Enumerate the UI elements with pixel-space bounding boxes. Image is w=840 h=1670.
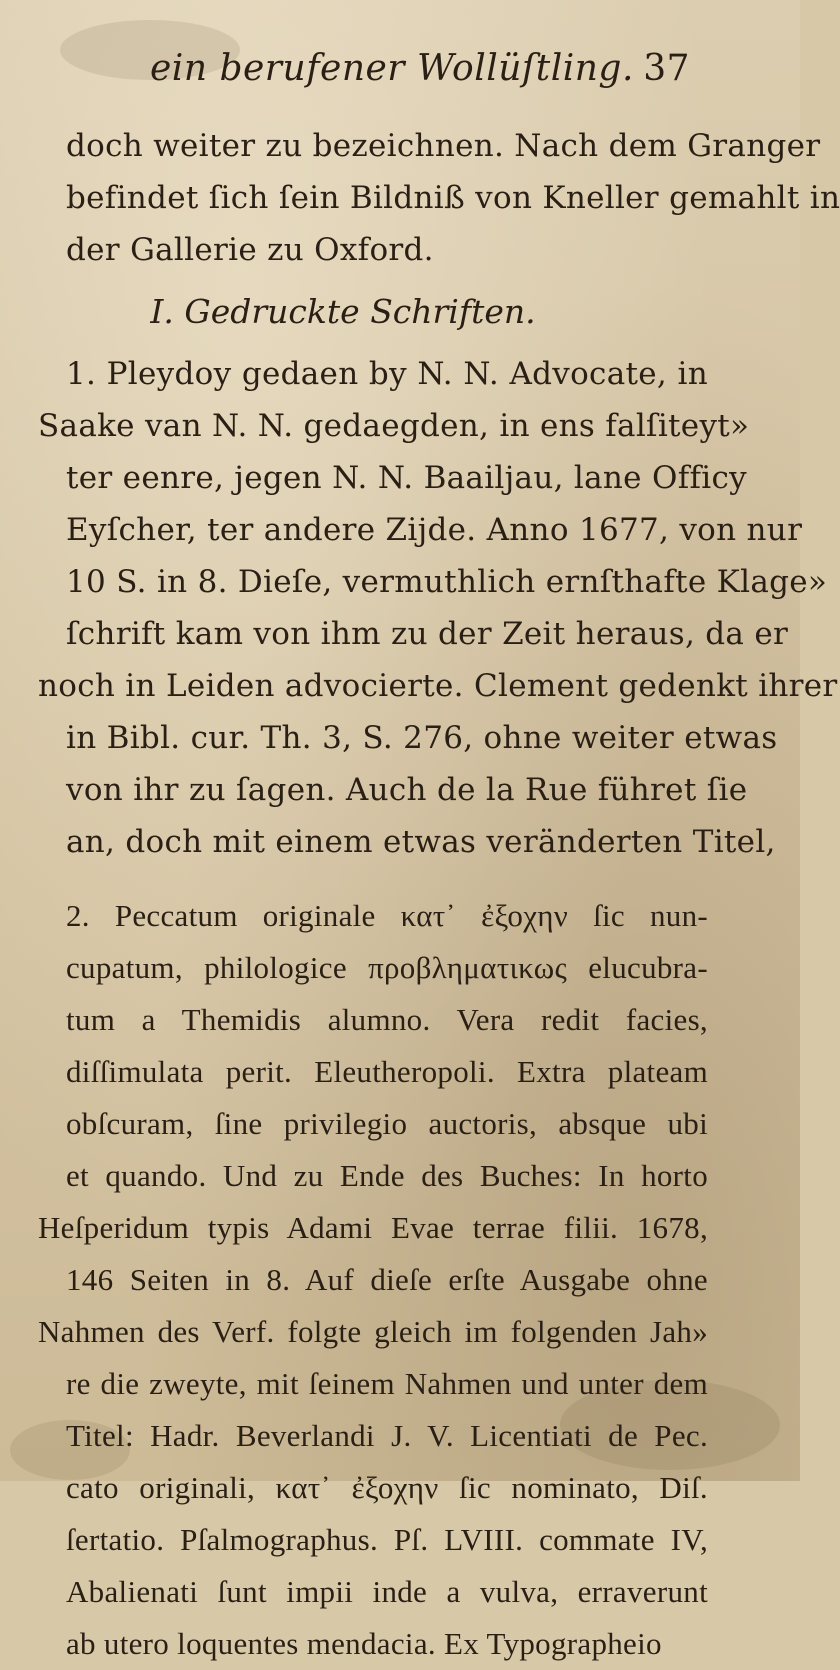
text-line: Saake van N. N. gedaegden, in ens falſiteyt» bbox=[38, 408, 750, 444]
text-line: an, doch mit einem etwas veränderten Titel, bbox=[66, 824, 776, 860]
text-line: doch weiter zu bezeichnen. Nach dem Granger bbox=[66, 128, 821, 164]
text-line: cato originali, κατ᾽ ἐξοχην ſic nominato, Diſ. bbox=[66, 1470, 708, 1505]
text-line: ſertatio. Pſalmographus. Pſ. LVIII. commate IV, bbox=[66, 1522, 708, 1557]
page-number: 37 bbox=[643, 48, 690, 89]
text-line: befindet ſich ſein Bildniß von Kneller gemahlt in bbox=[66, 180, 840, 216]
text-line: noch in Leiden advocierte. Clement gedenkt ihrer bbox=[38, 668, 838, 704]
text-line: Nahmen des Verf. folgte gleich im folgenden Jah» bbox=[38, 1314, 708, 1349]
entry-1 bbox=[38, 348, 838, 868]
text-line: von ihr zu ſagen. Auch de la Rue führet ſie bbox=[66, 772, 748, 808]
body-text bbox=[38, 120, 840, 1670]
text-line: ſchrift kam von ihm zu der Zeit heraus, da er bbox=[66, 616, 789, 652]
text-line: Heſperidum typis Adami Evae terrae filii. 1678, bbox=[38, 1210, 708, 1245]
text-line: diſſimulata perit. Eleutheropoli. Extra plateam bbox=[66, 1054, 708, 1089]
entry-2 bbox=[38, 890, 708, 1670]
running-head bbox=[150, 48, 690, 89]
text-line: ter eenre, jegen N. N. Baailjau, lane Officy bbox=[66, 460, 747, 496]
text-line: re die zweyte, mit ſeinem Nahmen und unter dem bbox=[66, 1366, 708, 1401]
text-line: Eyſcher, ter andere Zijde. Anno 1677, von nur bbox=[66, 512, 803, 548]
text-line: ab utero loquentes mendacia. Ex Typographeio bbox=[66, 1626, 662, 1661]
text-line: 10 S. in 8. Dieſe, vermuthlich ernſthafte Klage» bbox=[66, 564, 828, 600]
text-line: Abalienati ſunt impii inde a vulva, erraverunt bbox=[66, 1574, 708, 1609]
section-heading: I. Gedruckte Schriften. bbox=[150, 292, 536, 331]
running-head-title: ein berufener Wollüſtling. bbox=[150, 48, 634, 89]
text-line: der Gallerie zu Oxford. bbox=[66, 232, 434, 268]
intro-paragraph bbox=[38, 120, 840, 276]
text-line: cupatum, philologice προβληματικως elucubra- bbox=[66, 950, 708, 985]
text-line: et quando. Und zu Ende des Buches: In horto bbox=[66, 1158, 708, 1193]
text-line: tum a Themidis alumno. Vera redit facies, bbox=[66, 1002, 708, 1037]
text-line: 146 Seiten in 8. Auf dieſe erſte Ausgabe ohne bbox=[66, 1262, 708, 1297]
text-line: 1. Pleydoy gedaen by N. N. Advocate, in bbox=[66, 356, 708, 392]
text-line: obſcuram, ſine privilegio auctoris, absque ubi bbox=[66, 1106, 708, 1141]
text-line: Titel: Hadr. Beverlandi J. V. Licentiati de Pec. bbox=[66, 1418, 708, 1453]
text-line: 2. Peccatum originale κατ᾽ ἐξοχην ſic nun- bbox=[66, 898, 708, 933]
text-line: in Bibl. cur. Th. 3, S. 276, ohne weiter etwas bbox=[66, 720, 778, 756]
